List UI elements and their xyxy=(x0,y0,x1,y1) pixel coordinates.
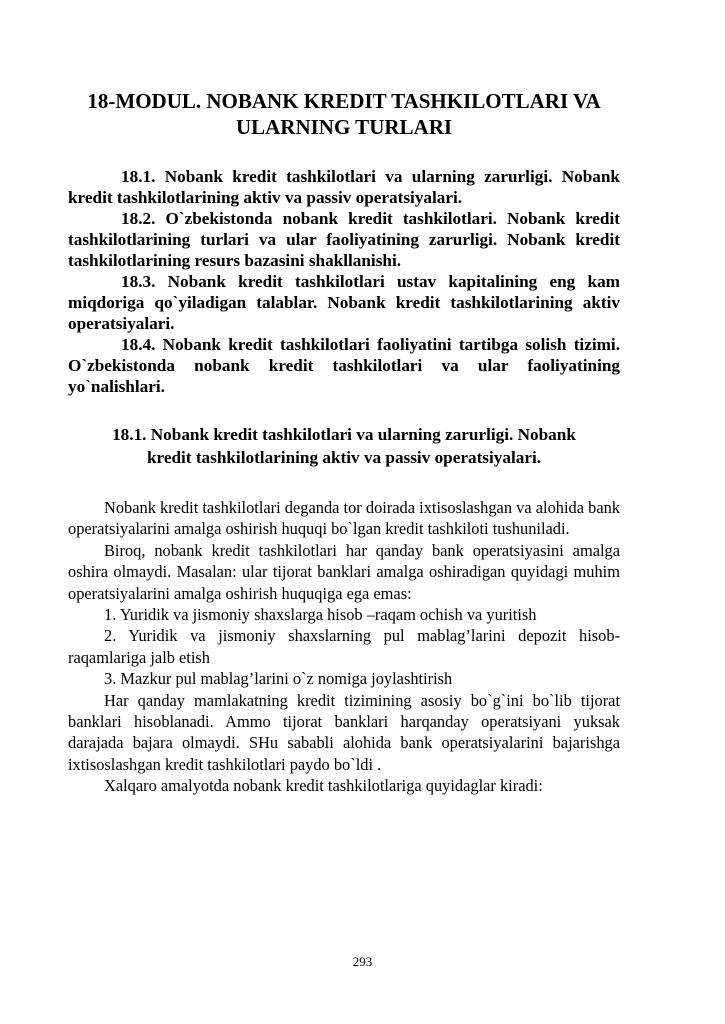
list-item: 3. Mazkur pul mablag’larini o`z nomiga joylashtirish xyxy=(104,669,453,689)
title-line-2: ULARNING TURLARI xyxy=(235,115,453,139)
body-paragraph: Biroq, nobank kredit tashkilotlari har qanday bank operatsiyasini amalga oshira olmaydi. Masalan: ular tijorat banklari amalga oshiradigan quyidagi muhim operatsiyalarini amalga oshirish huquqiga ega emas: xyxy=(68,540,620,603)
contents-item-18-4: 18.4. Nobank kredit tashkilotlari faoliyatini tartibga solish tizimi. O`zbekistonda nobank kredit tashkilotlari va ular faoliyatining yo`nalishlari. xyxy=(68,335,620,396)
contents-item-18-3: 18.3. Nobank kredit tashkilotlari ustav kapitalining eng kam miqdoriga qo`yiladigan talablar. Nobank kredit tashkilotlarining aktiv operatsiyalari. xyxy=(68,272,620,333)
list-item: 1. Yuridik va jismoniy shaxslarga hisob –raqam ochish va yuritish xyxy=(104,605,537,625)
page-title xyxy=(68,88,620,140)
body-paragraph: Har qanday mamlakatning kredit tizimining asosiy bo`g`ini bo`lib tijorat banklari hisoblanadi. Ammo tijorat banklari harqanday operatsiyani yuksak darajada bajara olmaydi. SHu sababli alohida bank operatsiyalarini bajarishga ixtisoslashgan kredit tashkilotlari paydo bo`ldi . xyxy=(68,690,620,774)
title-line-1: 18-MODUL. NOBANK KREDIT TASHKILOTLARI VA xyxy=(87,89,601,113)
body-paragraph: Nobank kredit tashkilotlari deganda tor doirada ixtisoslashgan va alohida bank operatsiyalarini amalga oshirish huquqi bo`lgan kredit tashkiloti tushuniladi. xyxy=(68,498,620,539)
body-paragraph: Xalqaro amalyotda nobank kredit tashkilotlariga quyidaglar kiradi: xyxy=(104,776,543,796)
page-number: 293 xyxy=(352,954,373,969)
section-heading xyxy=(68,423,620,469)
section-heading-line-2: kredit tashkilotlarining aktiv va passiv operatsiyalari. xyxy=(146,448,542,467)
module-contents xyxy=(68,166,620,397)
document-page xyxy=(68,88,620,797)
section-body xyxy=(68,497,620,797)
list-item: 2. Yuridik va jismoniy shaxslarning pul mablag’larini depozit hisob-raqamlariga jalb etish xyxy=(68,626,620,667)
contents-item-18-1: 18.1. Nobank kredit tashkilotlari va ularning zarurligi. Nobank kredit tashkilotlarining aktiv va passiv operatsiyalari. xyxy=(68,167,620,207)
section-heading-line-1: 18.1. Nobank kredit tashkilotlari va ularning zarurligi. Nobank xyxy=(112,425,576,444)
contents-item-18-2: 18.2. O`zbekistonda nobank kredit tashkilotlari. Nobank kredit tashkilotlarining turlari va ular faoliyatining zarurligi. Nobank kredit tashkilotlarining resurs bazasini shakllanishi. xyxy=(68,209,620,270)
